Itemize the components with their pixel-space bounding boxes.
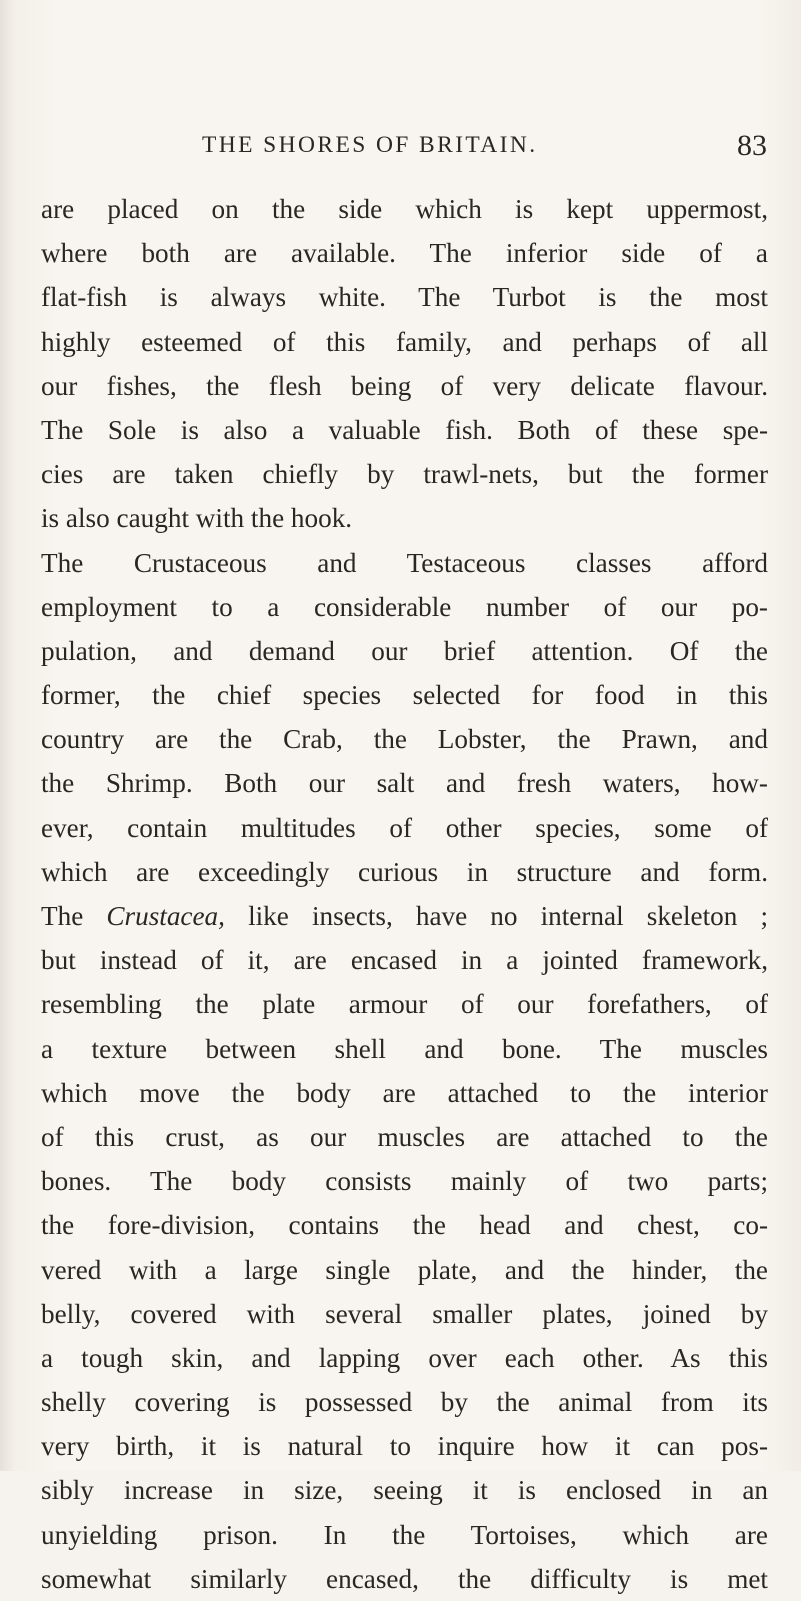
text-line-with-italic xyxy=(41,894,768,938)
text-line: cies are taken chiefly by trawl-nets, but the former xyxy=(41,459,768,490)
text-line: a texture between shell and bone. The muscles xyxy=(41,1033,768,1064)
text-line: very birth, it is natural to inquire how it can pos- xyxy=(41,1431,768,1462)
line-space xyxy=(225,901,248,931)
gutter-shadow xyxy=(0,0,14,1471)
text-line: ever, contain multitudes of other species, some of xyxy=(41,812,768,843)
text-line: highly esteemed of this family, and perhaps of all xyxy=(41,326,768,357)
text-line: vered with a large single plate, and the hinder, the xyxy=(41,1254,768,1285)
text-line: is also caught with the hook. xyxy=(41,503,353,534)
text-line: sibly increase in size, seeing it is enclosed in an xyxy=(41,1475,768,1506)
text-line: belly, covered with several smaller plates, joined by xyxy=(41,1298,768,1329)
text-line: but instead of it, are encased in a jointed framework, xyxy=(41,945,768,976)
text-line: somewhat similarly encased, the difficulty is met xyxy=(41,1563,768,1594)
text-line: the fore-division, contains the head and chest, co- xyxy=(41,1210,768,1241)
text-line: unyielding prison. In the Tortoises, which are xyxy=(41,1519,768,1550)
page-number: 83 xyxy=(737,129,767,162)
line-prefix: The xyxy=(41,901,107,931)
running-head xyxy=(40,129,767,166)
text-line: which are exceedingly curious in structure and form. xyxy=(41,856,768,887)
text-line: which move the body are attached to the interior xyxy=(41,1077,768,1108)
text-line: the Shrimp. Both our salt and fresh waters, how- xyxy=(41,768,768,799)
italic-term-crustacea: Crustacea, xyxy=(106,901,225,931)
running-title: THE SHORES OF BRITAIN. xyxy=(202,132,538,158)
text-line: shelly covering is possessed by the animal from its xyxy=(41,1387,768,1418)
body-text xyxy=(41,187,768,1601)
text-line: country are the Crab, the Lobster, the Prawn, and xyxy=(41,724,768,755)
text-line: our fishes, the flesh being of very delicate flavour. xyxy=(41,370,768,401)
paragraph-start-line: The Crustaceous and Testaceous classes afford xyxy=(41,547,768,578)
text-line: where both are available. The inferior side of a xyxy=(41,238,768,269)
text-line: are placed on the side which is kept uppermost, xyxy=(41,194,768,224)
text-line: employment to a considerable number of our po- xyxy=(41,591,768,622)
text-line: flat-fish is always white. The Turbot is the most xyxy=(41,282,768,313)
text-line: resembling the plate armour of our forefathers, of xyxy=(41,989,768,1020)
line-rest: like insects, have no internal skeleton ; xyxy=(248,901,768,931)
text-line: former, the chief species selected for food in this xyxy=(41,680,768,711)
text-line: pulation, and demand our brief attention. Of the xyxy=(41,635,768,666)
text-line: a tough skin, and lapping over each other. As this xyxy=(41,1342,768,1373)
text-line: bones. The body consists mainly of two parts; xyxy=(41,1166,768,1197)
text-line: The Sole is also a valuable fish. Both of these spe- xyxy=(41,414,768,445)
text-line: of this crust, as our muscles are attached to the xyxy=(41,1121,768,1152)
